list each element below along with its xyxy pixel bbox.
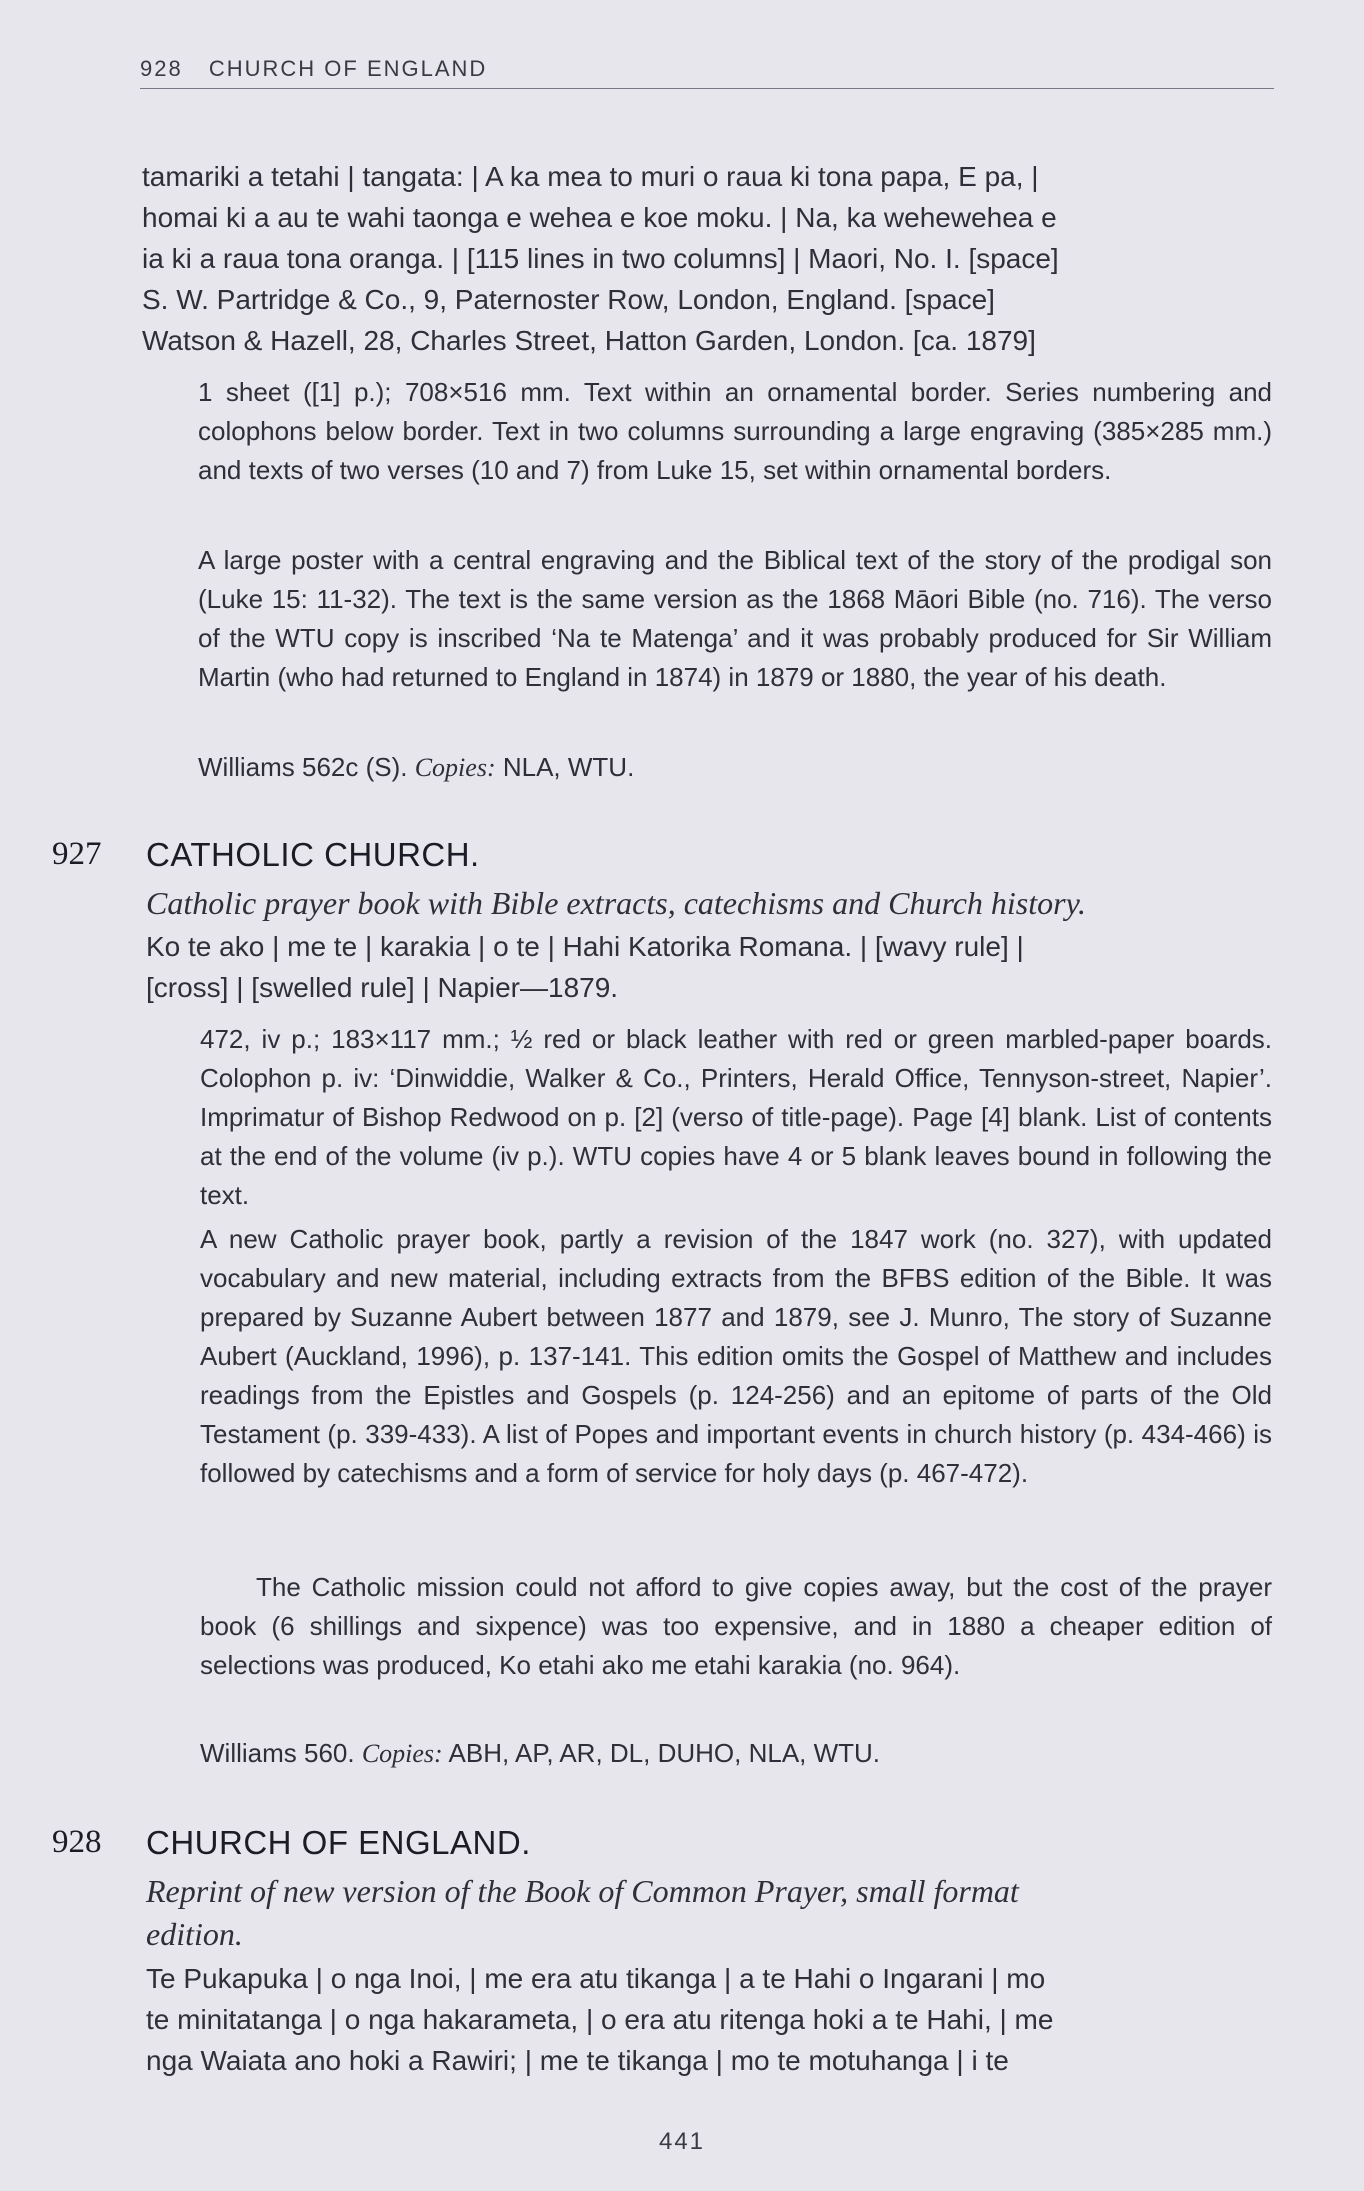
title-line: nga Waiata ano hoki a Rawiri; | me te tikanga | mo te motuhanga | i te	[146, 2045, 1009, 2076]
title-line: S. W. Partridge & Co., 9, Paternoster Row, London, England. [space]	[142, 284, 995, 315]
entry-926-references	[198, 748, 1272, 787]
entry-927-note: A new Catholic prayer book, partly a revision of the 1847 work (no. 327), with updated vocabulary and new material, including extracts from the BFBS edition of the Bible. It was prepared by Suzanne Aubert between 1877 and 1879, see J. Munro, The story of Suzanne Aubert (Auckland, 1996), p. 137-141. This edition omits the Gospel of Matthew and includes readings from the Epistles and Gospels (p. 124-256) and an epitome of parts of the Old Testament (p. 339-433). A list of Popes and important events in church history (p. 434-466) is followed by catechisms and a form of service for holy days (p. 467-472).	[200, 1224, 1272, 1488]
entry-927-physical-description: 472, iv p.; 183×117 mm.; ½ red or black leather with red or green marbled-paper boards. Colophon p. iv: ‘Dinwiddie, Walker & Co., Printers, Herald Office, Tennyson-street, Napier’. Imprimatur of Bishop Redwood on p. [2] (verso of title-page). Page [4] blank. List of contents at the end of the volume (iv p.). WTU copies have 4 or 5 blank leaves bound in following the text.	[200, 1024, 1272, 1210]
entry-928-title	[146, 1958, 1266, 2081]
subtitle-line: edition.	[146, 1916, 243, 1952]
title-line: te minitatanga | o nga hakarameta, | o era atu ritenga hoki a te Hahi, | me	[146, 2004, 1054, 2035]
header-title: CHURCH OF ENGLAND	[208, 56, 488, 81]
title-line: [cross] | [swelled rule] | Napier—1879.	[146, 972, 619, 1003]
copies-list: ABH, AP, AR, DL, DUHO, NLA, WTU.	[448, 1738, 881, 1768]
copies-label: Copies:	[414, 753, 496, 782]
title-line: Te Pukapuka | o nga Inoi, | me era atu tikanga | a te Hahi o Ingarani | mo	[146, 1963, 1046, 1994]
entry-926-note: A large poster with a central engraving and the Biblical text of the story of the prodigal son (Luke 15: 11-32). The text is the same version as the 1868 Māori Bible (no. 716). The verso of the WTU copy is inscribed ‘Na te Matenga’ and it was probably produced for Sir William Martin (who had returned to England in 1874) in 1879 or 1880, the year of his death.	[198, 545, 1272, 692]
entry-number: 927	[52, 836, 102, 872]
entry-heading: CATHOLIC CHURCH.	[146, 836, 480, 873]
copies-label: Copies:	[361, 1739, 443, 1768]
header-page-number: 928	[140, 56, 183, 81]
entry-927-references	[200, 1734, 1272, 1773]
title-line: Watson & Hazell, 28, Charles Street, Hatton Garden, London. [ca. 1879]	[142, 325, 1036, 356]
entry-heading: CHURCH OF ENGLAND.	[146, 1824, 531, 1861]
reference-text: Williams 562c (S).	[198, 752, 408, 782]
entry-927-title	[146, 926, 1266, 1008]
title-line: ia ki a raua tona oranga. | [115 lines in two columns] | Maori, No. I. [space]	[142, 243, 1059, 274]
page-number: 441	[658, 2128, 706, 2155]
title-line: homai ki a au te wahi taonga e wehea e koe moku. | Na, ka wehewehea e	[142, 202, 1057, 233]
copies-list: NLA, WTU.	[502, 752, 635, 782]
reference-text: Williams 560.	[200, 1738, 355, 1768]
subtitle-line: Reprint of new version of the Book of Common Prayer, small format	[146, 1873, 1019, 1909]
title-line: Ko te ako | me te | karakia | o te | Hahi Katorika Romana. | [wavy rule] |	[146, 931, 1024, 962]
entry-number: 928	[52, 1824, 102, 1860]
entry-926-title	[142, 156, 1252, 361]
entry-928-subtitle	[146, 1870, 1266, 1956]
entry-926-physical-description: 1 sheet ([1] p.); 708×516 mm. Text within an ornamental border. Series numbering and colophons below border. Text in two columns surrounding a large engraving (385×285 mm.) and texts of two verses (10 and 7) from Luke 15, set within ornamental borders.	[198, 377, 1272, 485]
entry-927-note-continued: The Catholic mission could not afford to give copies away, but the cost of the prayer book (6 shillings and sixpence) was too expensive, and in 1880 a cheaper edition of selections was produced, Ko etahi ako me etahi karakia (no. 964).	[200, 1572, 1272, 1680]
entry-927-subtitle: Catholic prayer book with Bible extracts, catechisms and Church history.	[146, 885, 1087, 921]
title-line: tamariki a tetahi | tangata: | A ka mea to muri o raua ki tona papa, E pa, |	[142, 161, 1039, 192]
running-header	[140, 56, 1274, 89]
